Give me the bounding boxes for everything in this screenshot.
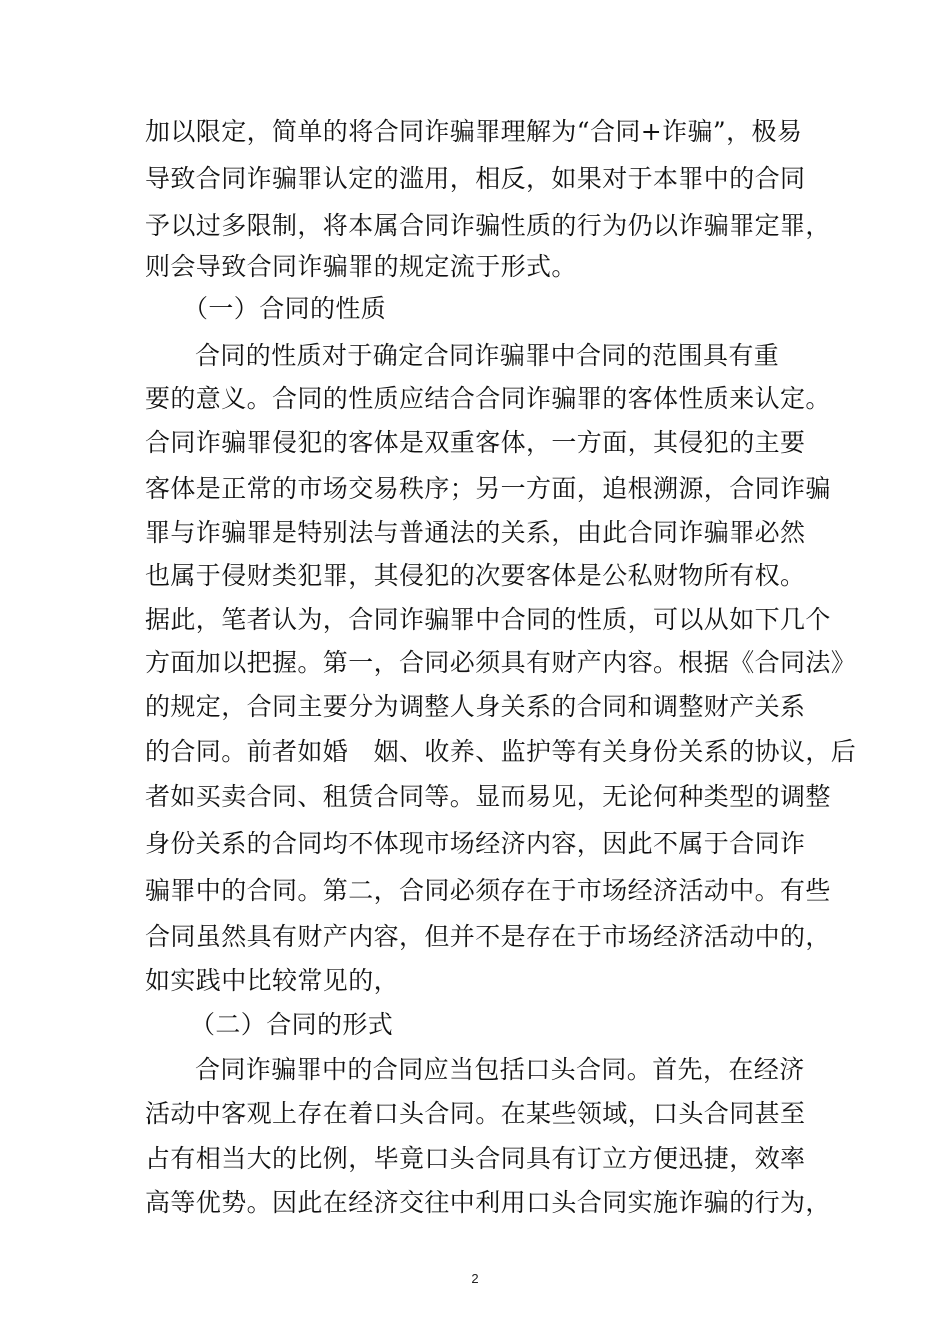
paragraph-line: 罪与诈骗罪是特别法与普通法的关系，由此合同诈骗罪必然 [145, 518, 806, 547]
paragraph-line: 活动中客观上存在着口头合同。在某些领域，口头合同甚至 [145, 1099, 806, 1128]
paragraph-line: 占有相当大的比例，毕竟口头合同具有订立方便迅捷，效率 [145, 1144, 806, 1173]
paragraph-line: 合同虽然具有财产内容，但并不是存在于市场经济活动中的， [145, 922, 831, 951]
paragraph-line: 客体是正常的市场交易秩序；另一方面，追根溯源，合同诈骗 [145, 474, 831, 503]
paragraph-line: 导致合同诈骗罪认定的滥用，相反，如果对于本罪中的合同 [145, 164, 806, 193]
paragraph-line: 高等优势。因此在经济交往中利用口头合同实施诈骗的行为， [145, 1188, 831, 1217]
paragraph-line: 者如买卖合同、租赁合同等。显而易见，无论何种类型的调整 [145, 782, 831, 811]
paragraph-line: 合同诈骗罪侵犯的客体是双重客体，一方面，其侵犯的主要 [145, 428, 806, 457]
paragraph-line: 加以限定，简单的将合同诈骗罪理解为“合同+诈骗”，极易 [145, 117, 803, 146]
paragraph-line: 的合同。前者如婚 姻、收养、监护等有关身份关系的协议，后 [145, 737, 857, 766]
page-number: 2 [471, 1271, 479, 1286]
paragraph-line: 如实践中比较常见的， [145, 966, 400, 995]
section-heading-nature: （一）合同的性质 [183, 294, 387, 323]
paragraph-line: 也属于侵财类犯罪，其侵犯的次要客体是公私财物所有权。 [145, 561, 806, 590]
paragraph-line: 的规定，合同主要分为调整人身关系的合同和调整财产关系 [145, 692, 806, 721]
paragraph-line: 予以过多限制，将本属合同诈骗性质的行为仍以诈骗罪定罪， [145, 211, 831, 240]
paragraph-line: 要的意义。合同的性质应结合合同诈骗罪的客体性质来认定。 [145, 384, 831, 413]
paragraph-line: 方面加以把握。第一，合同必须具有财产内容。根据《合同法》 [145, 648, 857, 677]
section-heading-form: （二）合同的形式 [190, 1010, 394, 1039]
paragraph-line: 据此，笔者认为，合同诈骗罪中合同的性质，可以从如下几个 [145, 605, 831, 634]
paragraph-line: 身份关系的合同均不体现市场经济内容，因此不属于合同诈 [145, 829, 806, 858]
paragraph-line: 合同的性质对于确定合同诈骗罪中合同的范围具有重 [195, 341, 780, 370]
paragraph-line: 合同诈骗罪中的合同应当包括口头合同。首先，在经济 [195, 1055, 805, 1084]
paragraph-line: 则会导致合同诈骗罪的规定流于形式。 [145, 252, 577, 281]
paragraph-line: 骗罪中的合同。第二，合同必须存在于市场经济活动中。有些 [145, 876, 831, 905]
